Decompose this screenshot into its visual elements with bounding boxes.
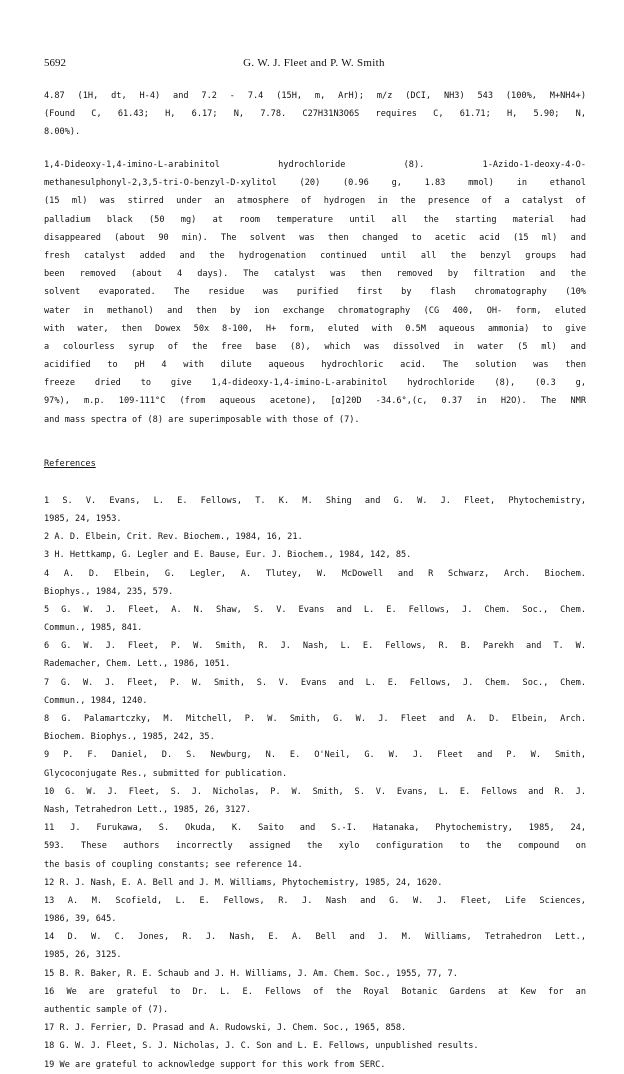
characterization-paragraph xyxy=(44,87,586,142)
text-line: Nash, Tetrahedron Lett., 1985, 26, 3127. xyxy=(44,804,251,815)
text-line: (Found C, 61.43; H, 6.17; N, 7.78. C27H31N3O6S requires C, 61.71; H, 5.90; N, xyxy=(44,109,586,120)
references-section xyxy=(44,419,586,1074)
text-line: 9 P. F. Daniel, D. S. Newburg, N. E. O'Neil, G. W. J. Fleet and P. W. Smith, xyxy=(44,750,586,761)
page-number: 5692 xyxy=(44,57,66,69)
text-line: 3 H. Hettkamp, G. Legler and E. Bause, Eur. J. Biochem., 1984, 142, 85. xyxy=(44,550,412,561)
text-line: Commun., 1984, 1240. xyxy=(44,695,148,706)
text-line: a colourless syrup of the free base (8), which was dissolved in water (5 ml) and xyxy=(44,341,586,352)
text-line: 4 A. D. Elbein, G. Legler, A. Tlutey, W. McDowell and R Schwarz, Arch. Biochem. xyxy=(44,568,586,579)
text-line: been removed (about 4 days). The catalyst was then removed by filtration and the xyxy=(44,269,586,280)
text-line: with water, then Dowex 50x 8-100, H+ form, eluted with 0.5M aqueous ammonia) to give xyxy=(44,323,586,334)
text-line: 1986, 39, 645. xyxy=(44,914,117,925)
text-line: 16 We are grateful to Dr. L. E. Fellows of the Royal Botanic Gardens at Kew for an xyxy=(44,986,586,997)
page-header xyxy=(44,57,584,73)
experimental-paragraph xyxy=(44,156,586,429)
text-line: 10 G. W. J. Fleet, S. J. Nicholas, P. W. Smith, S. V. Evans, L. E. Fellows and R. J. xyxy=(44,786,586,797)
text-line: solvent evaporated. The residue was purified first by flash chromatography (10% xyxy=(44,287,586,298)
text-line: 7 G. W. J. Fleet, P. W. Smith, S. V. Evans and L. E. Fellows, J. Chem. Soc., Chem. xyxy=(44,677,586,688)
text-line: 2 A. D. Elbein, Crit. Rev. Biochem., 1984, 16, 21. xyxy=(44,532,303,543)
text-line: methanesulphonyl-2,3,5-tri-O-benzyl-D-xylitol (20) (0.96 g, 1.83 mmol) in ethanol xyxy=(44,178,586,189)
text-line: acidified to pH 4 with dilute aqueous hydrochloric acid. The solution was then xyxy=(44,360,586,371)
text-line: 14 D. W. C. Jones, R. J. Nash, E. A. Bell and J. M. Williams, Tetrahedron Lett., xyxy=(44,932,586,943)
text-line: fresh catalyst added and the hydrogenation continued until all the benzyl groups had xyxy=(44,250,586,261)
text-line: 12 R. J. Nash, E. A. Bell and J. M. Williams, Phytochemistry, 1985, 24, 1620. xyxy=(44,877,443,888)
text-line: 1985, 26, 3125. xyxy=(44,950,122,961)
text-line: 5 G. W. J. Fleet, A. N. Shaw, S. V. Evans and L. E. Fellows, J. Chem. Soc., Chem. xyxy=(44,604,586,615)
text-line: Biochem. Biophys., 1985, 242, 35. xyxy=(44,732,215,743)
text-line: 1,4-Dideoxy-1,4-imino-L-arabinitol hydrochloride (8). 1-Azido-1-deoxy-4-O- xyxy=(44,160,586,170)
text-line: 13 A. M. Scofield, L. E. Fellows, R. J. Nash and G. W. J. Fleet, Life Sciences, xyxy=(44,895,586,906)
text-line: Biophys., 1984, 235, 579. xyxy=(44,586,174,597)
text-line: 593. These authors incorrectly assigned the xylo configuration to the compound on xyxy=(44,841,586,852)
text-line: freeze dried to give 1,4-dideoxy-1,4-imino-L-arabinitol hydrochloride (8), (0.3 g, xyxy=(44,378,586,389)
text-line: 15 B. R. Baker, R. E. Schaub and J. H. Williams, J. Am. Chem. Soc., 1955, 77, 7. xyxy=(44,968,458,979)
text-line: palladium black (50 mg) at room temperature until all the starting material had xyxy=(44,214,586,225)
text-line: 8 G. Palamartczky, M. Mitchell, P. W. Smith, G. W. J. Fleet and A. D. Elbein, Arch. xyxy=(44,714,586,725)
text-line: disappeared (about 90 min). The solvent was then changed to acetic acid (15 ml) and xyxy=(44,232,586,243)
text-line: Rademacher, Chem. Lett., 1986, 1051. xyxy=(44,659,231,670)
text-line: the basis of coupling constants; see reference 14. xyxy=(44,859,303,870)
text-line: 1 S. V. Evans, L. E. Fellows, T. K. M. Shing and G. W. J. Fleet, Phytochemistry, xyxy=(44,495,586,506)
text-line: water in methanol) and then by ion exchange chromatography (CG 400, OH- form, eluted xyxy=(44,305,586,316)
text-line: authentic sample of (7). xyxy=(44,1005,169,1016)
text-line: 11 J. Furukawa, S. Okuda, K. Saito and S.-I. Hatanaka, Phytochemistry, 1985, 24, xyxy=(44,823,586,834)
text-line: and mass spectra of (8) are superimposable with those of (7). xyxy=(44,414,360,425)
running-head: G. W. J. Fleet and P. W. Smith xyxy=(243,57,385,69)
text-line: 97%), m.p. 109-111°C (from aqueous acetone), [α]20D -34.6°,(c, 0.37 in H2O). The NMR xyxy=(44,396,586,407)
text-line: 1985, 24, 1953. xyxy=(44,513,122,524)
text-line: 19 We are grateful to acknowledge support for this work from SERC. xyxy=(44,1059,386,1070)
text-line: 8.00%). xyxy=(44,127,81,138)
text-line: (15 ml) was stirred under an atmosphere of hydrogen in the presence of a catalyst of xyxy=(44,196,586,207)
text-line: 17 R. J. Ferrier, D. Prasad and A. Rudowski, J. Chem. Soc., 1965, 858. xyxy=(44,1023,407,1034)
text-line: 4.87 (1H, dt, H-4) and 7.2 - 7.4 (15H, m, ArH); m/z (DCI, NH3) 543 (100%, M+NH4+) xyxy=(44,91,586,101)
text-line: Glycoconjugate Res., submitted for publication. xyxy=(44,768,288,779)
references-heading: References xyxy=(44,459,96,470)
text-line: Commun., 1985, 841. xyxy=(44,623,143,634)
text-line: 6 G. W. J. Fleet, P. W. Smith, R. J. Nash, L. E. Fellows, R. B. Parekh and T. W. xyxy=(44,641,586,652)
text-line: 18 G. W. J. Fleet, S. J. Nicholas, J. C. Son and L. E. Fellows, unpublished results. xyxy=(44,1041,479,1052)
